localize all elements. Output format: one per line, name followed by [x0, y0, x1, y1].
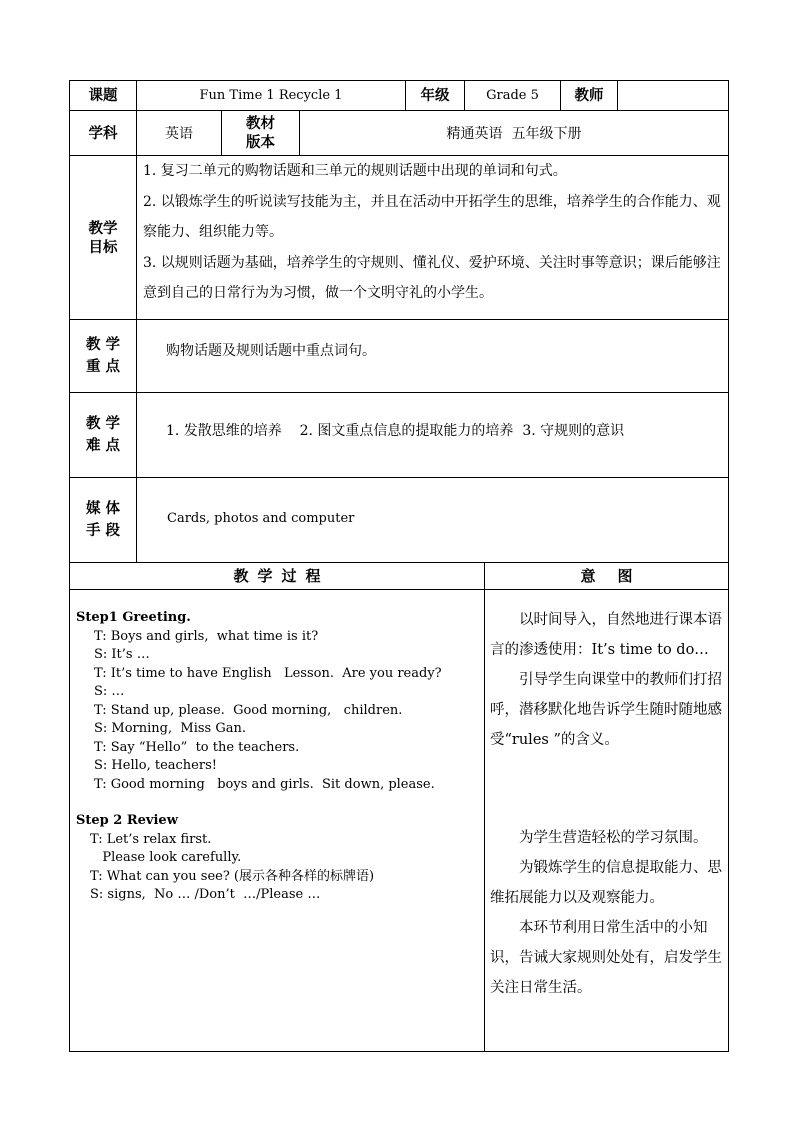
intent-paragraph: 引导学生向课堂中的教师们打招呼，潜移默化地告诉学生随时随地感受“rules ”的含义。 [490, 672, 722, 748]
key-points-label-line1: 教 学 [85, 336, 121, 353]
dialogue-line: T: Good morning boys and girls. Sit down, please. [94, 776, 435, 792]
dialogue-line: S: … [94, 684, 125, 699]
goals-list [143, 156, 723, 309]
goals-label-line2: 目标 [88, 238, 118, 256]
subject-label: 学科 [88, 124, 118, 142]
key-points-label [70, 320, 136, 392]
dialogue-line: S: Morning, Miss Gan. [94, 721, 246, 736]
difficulties-label [70, 393, 136, 477]
key-points-value: 购物话题及规则话题中重点词句。 [166, 343, 376, 359]
grid-line [69, 1051, 729, 1052]
media-label-line1: 媒 体 [85, 500, 121, 517]
difficulties-label-line1: 教 学 [85, 415, 121, 432]
dialogue-line: S: signs, No … /Don’t …/Please … [90, 887, 321, 902]
dialogue-line: S: Hello, teachers! [94, 758, 217, 773]
grid-line [69, 589, 729, 590]
process-header: 教学过程 [233, 567, 330, 585]
intent-paragraph: 为锻炼学生的信息提取能力、思维拓展能力以及观察能力。 [490, 860, 722, 906]
dialogue-line: Please look carefully. [90, 850, 242, 865]
teacher-label: 教师 [574, 87, 604, 104]
textbook-label-line2: 版本 [246, 134, 275, 151]
media-value: Cards, photos and computer [167, 510, 355, 526]
dialogue-line: T: Let’s relax first. [90, 831, 212, 847]
dialogue-line: T: What can you see? (展示各种各样的标牌语) [90, 868, 375, 884]
step1-dialogue [76, 628, 476, 795]
media-label-line2: 手 段 [85, 522, 121, 539]
textbook-label-line1: 教材 [246, 115, 275, 132]
textbook-label [222, 111, 299, 155]
intent-content [490, 605, 724, 1003]
intent-paragraph: 为学生营造轻松的学习氛围。 [519, 830, 708, 846]
difficulties-value: 1. 发散思维的培养 2. 图文重点信息的提取能力的培养 3. 守规则的意识 [166, 423, 625, 439]
topic-label: 课题 [88, 87, 118, 104]
dialogue-line: T: Stand up, please. Good morning, children. [94, 702, 403, 718]
media-label [70, 478, 136, 562]
textbook-value: 精通英语 五年级下册 [446, 126, 582, 142]
step1-title: Step1 Greeting. [76, 610, 191, 625]
key-points-label-line2: 重 点 [85, 358, 121, 375]
teacher-value [618, 81, 728, 110]
grid-line [484, 562, 485, 1052]
goal-item-2: 2. 以锻炼学生的听说读写技能为主，并且在活动中开拓学生的思维，培养学生的合作能力、观察能力、组织能力等。 [143, 193, 721, 240]
goals-label [70, 156, 136, 319]
goal-item-1: 1. 复习二单元的购物话题和三单元的规则话题中出现的单词和句式。 [143, 163, 567, 179]
dialogue-line: T: Boys and girls, what time is it? [94, 628, 319, 644]
intent-paragraph: 以时间导入，自然地进行课本语言的渗透使用：It’s time to do… [490, 612, 722, 658]
grade-label: 年级 [420, 87, 450, 104]
grid-line [728, 80, 729, 1052]
intent-spacer [490, 755, 724, 823]
grade-value: Grade 5 [486, 88, 539, 103]
subject-value: 英语 [165, 126, 193, 142]
step2-title: Step 2 Review [76, 813, 178, 828]
goal-item-3: 3. 以规则话题为基础，培养学生的守规则、懂礼仪、爱护环境、关注时事等意识；课后能够注意到自己的日常行为为习惯，做一个文明守礼的小学生。 [143, 254, 721, 301]
intent-header: 意图 [580, 567, 655, 585]
process-content [76, 605, 476, 905]
dialogue-line: S: It’s … [94, 647, 150, 662]
difficulties-label-line2: 难 点 [85, 437, 121, 454]
goals-label-line1: 教学 [88, 219, 118, 237]
topic-value: Fun Time 1 Recycle 1 [199, 88, 343, 103]
dialogue-line: T: It’s time to have English Lesson. Are you ready? [94, 665, 442, 681]
step2-dialogue [76, 831, 476, 905]
intent-paragraph: 本环节利用日常生活中的小知识，告诫大家规则处处有，启发学生关注日常生活。 [490, 920, 722, 996]
dialogue-line: T: Say “Hello” to the teachers. [94, 739, 300, 755]
